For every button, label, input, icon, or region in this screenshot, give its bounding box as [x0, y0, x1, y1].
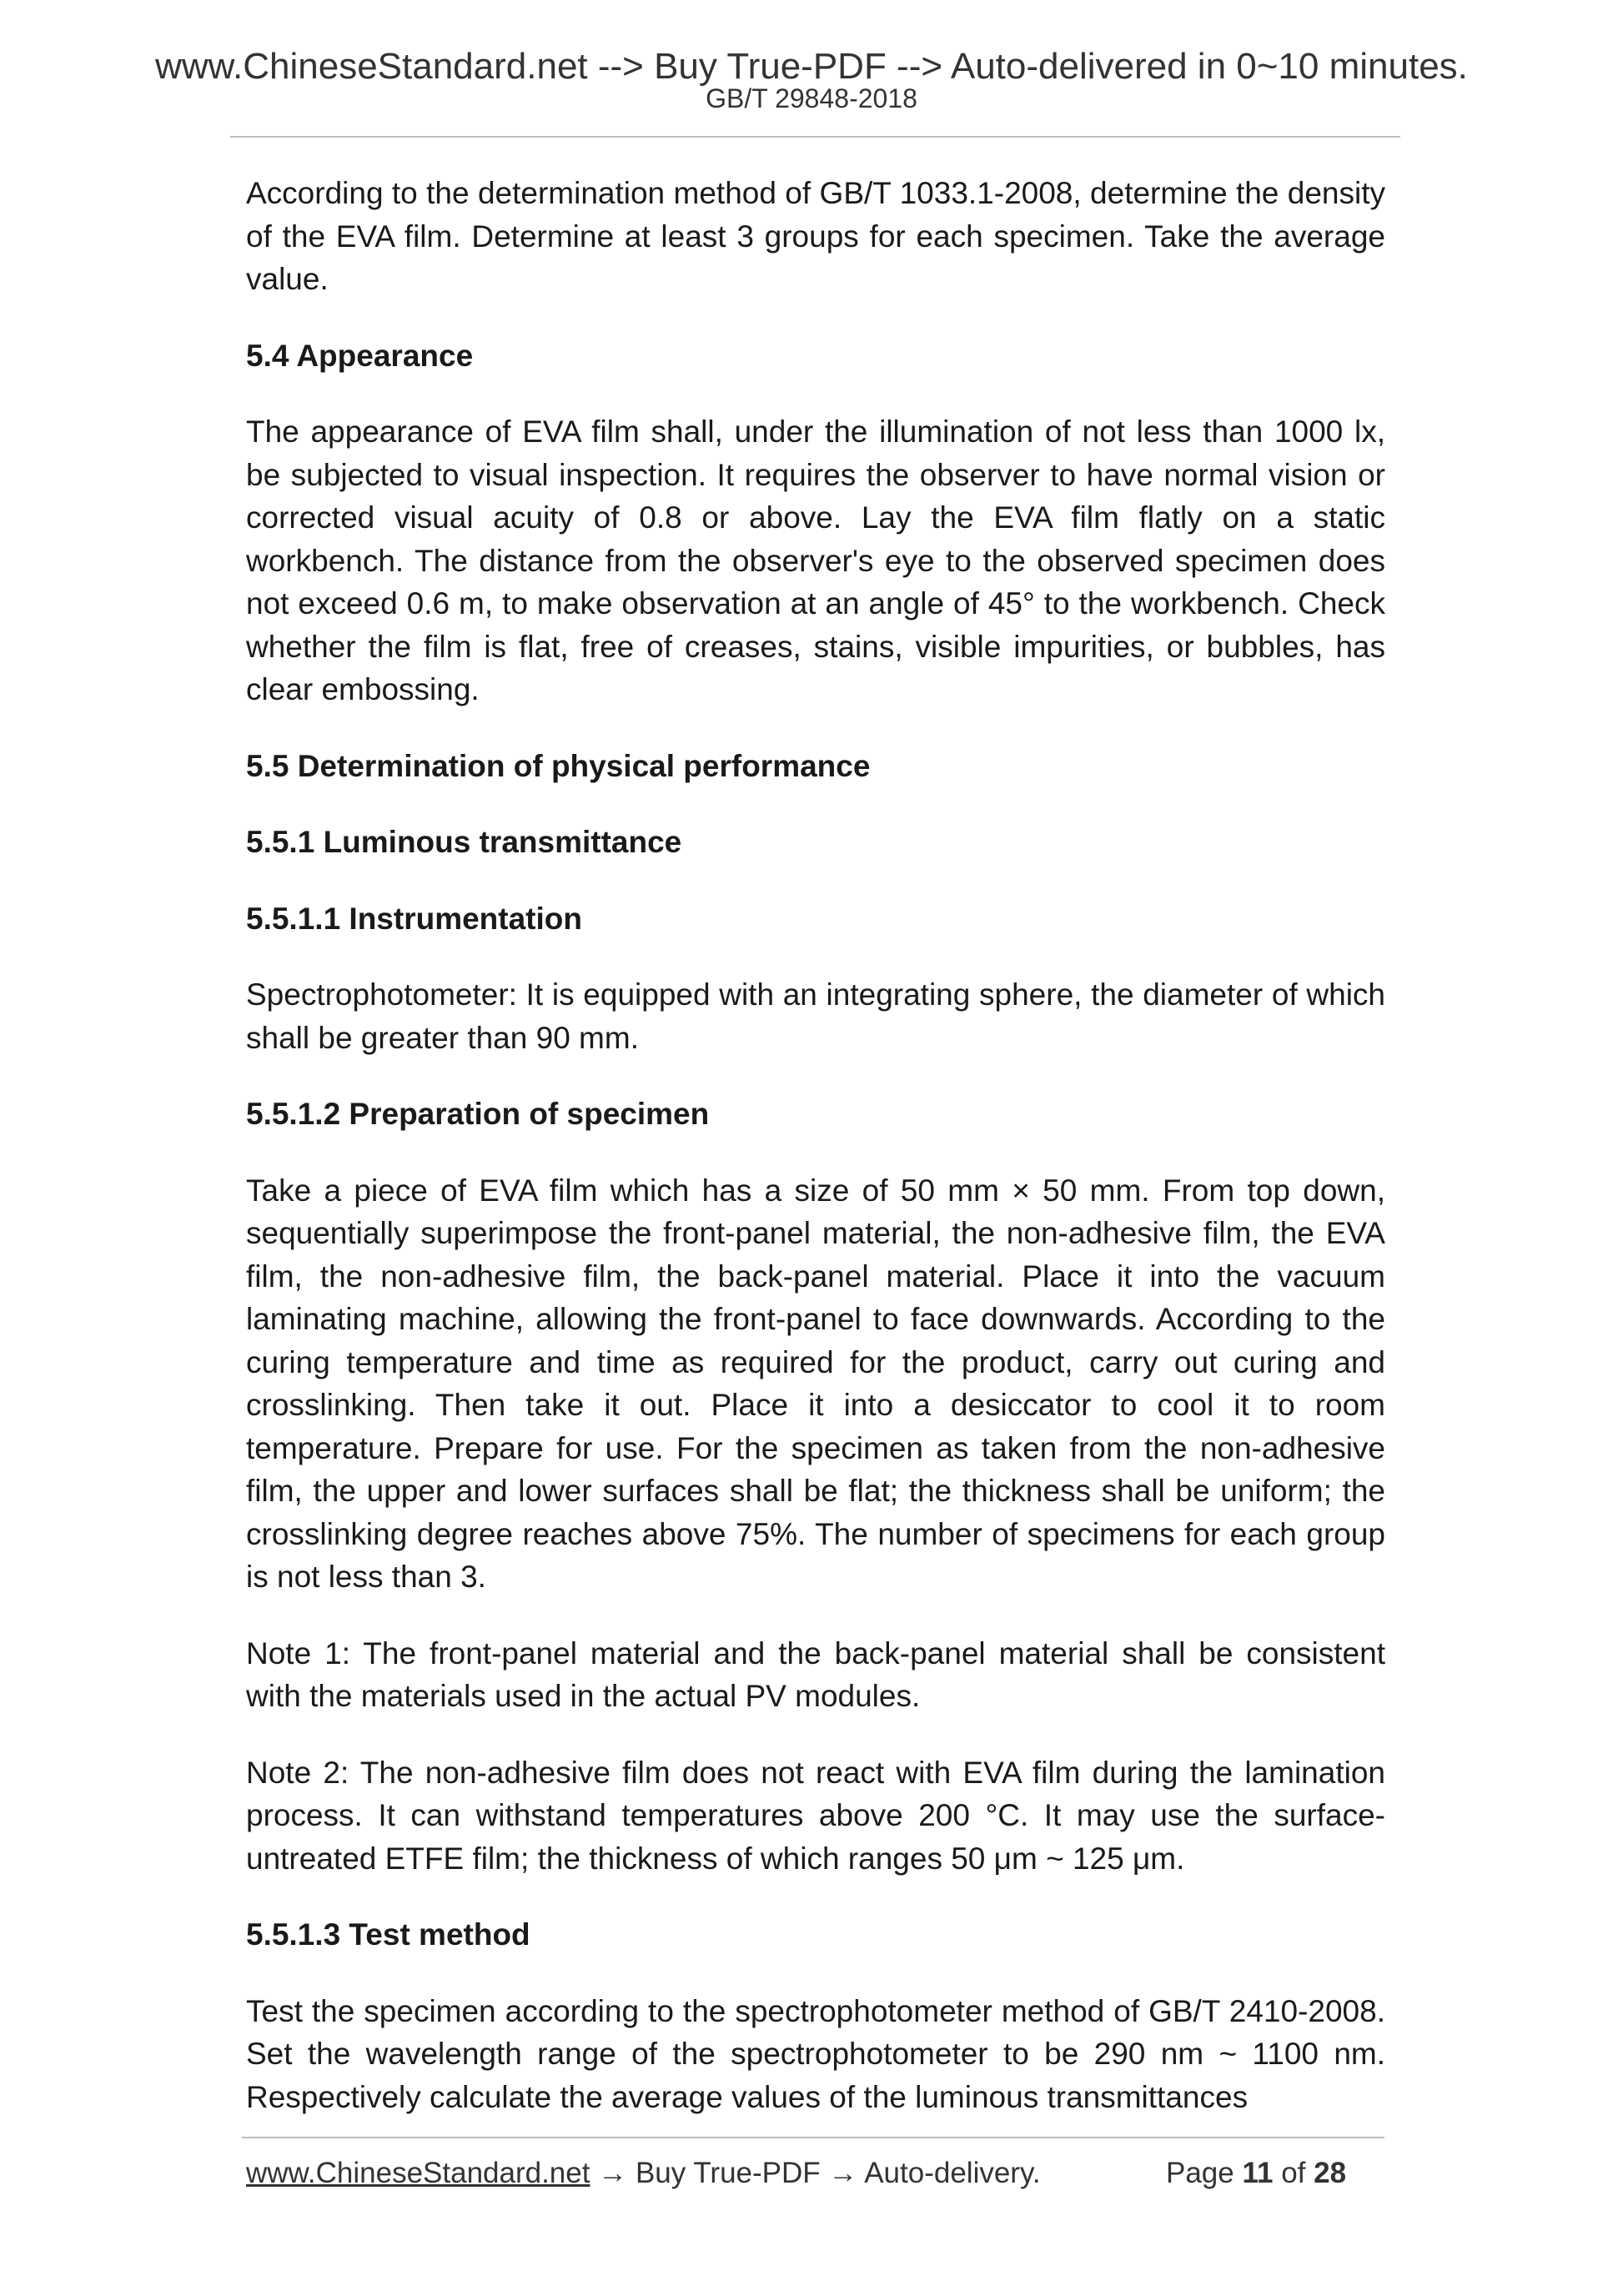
header-divider	[230, 136, 1400, 138]
header-banner: www.ChineseStandard.net --> Buy True-PDF --> Auto-delivered in 0~10 minutes.	[155, 46, 1468, 87]
heading-5-4: 5.4 Appearance	[246, 338, 474, 373]
paragraph-instrumentation: Spectrophotometer: It is equipped with an integrating sphere, the diameter of which shall be greater than 90 mm.	[246, 977, 1385, 1055]
paragraph-test-method: Test the specimen according to the spectrophotometer method of GB/T 2410-2008. Set the wavelength range of the spectrophotometer to be 290 nm ~ 1100 nm. Respectively calculate the average values of the luminous transmittances	[246, 1993, 1385, 2114]
document-body	[246, 172, 1385, 2118]
paragraph-appearance: The appearance of EVA film shall, under the illumination of not less than 1000 lx, be subjected to visual inspection. It requires the observer to have normal vision or corrected visual acuity of 0.8 or above. Lay the EVA film flatly on a static workbench. The distance from the observer's eye to the observed specimen does not exceed 0.6 m, to make observation at an angle of 45° to the workbench. Check whether the film is flat, free of creases, stains, visible impurities, or bubbles, has clear embossing.	[246, 414, 1385, 706]
page-total: 28	[1314, 2157, 1347, 2189]
note-1: Note 1: The front-panel material and the back-panel material shall be consistent with the materials used in the actual PV modules.	[246, 1635, 1385, 1713]
heading-5-5: 5.5 Determination of physical performance	[246, 748, 871, 783]
footer-promo	[246, 2156, 1041, 2191]
heading-5-5-1-1: 5.5.1.1 Instrumentation	[246, 901, 582, 936]
of-label: of	[1281, 2157, 1306, 2189]
page-label: Page	[1166, 2157, 1234, 2189]
heading-5-5-1-3: 5.5.1.3 Test method	[246, 1917, 530, 1952]
page-indicator	[1166, 2156, 1346, 2191]
footer-site-link[interactable]: www.ChineseStandard.net	[246, 2157, 590, 2189]
heading-5-5-1: 5.5.1 Luminous transmittance	[246, 825, 682, 859]
footer-delivery-text: Auto-delivery.	[864, 2157, 1041, 2189]
page-number: 11	[1242, 2157, 1274, 2189]
arrow-right-icon: →	[828, 2157, 858, 2189]
paragraph-density: According to the determination method of GB/T 1033.1-2008, determine the density of the EVA film. Determine at least 3 groups for each specimen. Take the average value.	[246, 176, 1385, 296]
arrow-right-icon: →	[598, 2157, 628, 2189]
note-2: Note 2: The non-adhesive film does not react with EVA film during the lamination process. It can withstand temperatures above 200 °C. It may use the surface-untreated ETFE film; the thickness of which ranges 50 μm ~ 125 μm.	[246, 1755, 1385, 1876]
standard-code: GB/T 29848-2018	[706, 83, 917, 113]
footer-buy-text: Buy True-PDF	[635, 2157, 821, 2189]
footer-divider	[242, 2137, 1384, 2138]
heading-5-5-1-2: 5.5.1.2 Preparation of specimen	[246, 1097, 710, 1131]
paragraph-preparation: Take a piece of EVA film which has a size of 50 mm × 50 mm. From top down, sequentially superimpose the front-panel material, the non-adhesive film, the EVA film, the non-adhesive film, the back-panel material. Place it into the vacuum laminating machine, allowing the front-panel to face downwards. According to the curing temperature and time as required for the product, carry out curing and crosslinking. Then take it out. Place it into a desiccator to cool it to room temperature. Prepare for use. For the specimen as taken from the non-adhesive film, the upper and lower surfaces shall be flat; the thickness shall be uniform; the crosslinking degree reaches above 75%. The number of specimens for each group is not less than 3.	[246, 1173, 1385, 1594]
